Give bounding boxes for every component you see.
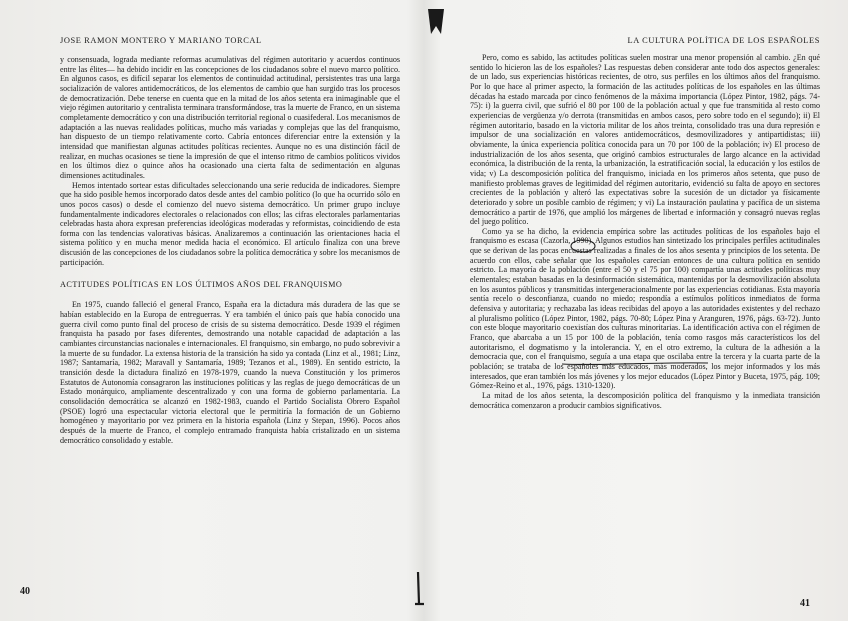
left-running-header: JOSE RAMON MONTERO Y MARIANO TORCAL (60, 36, 262, 45)
section-title: ACTITUDES POLÍTICAS EN LOS ÚLTIMOS AÑOS DEL FRANQUISMO (60, 280, 343, 290)
right-paragraph-2: Como ya se ha dicho, la evidencia empírica sobre las actitudes políticas de los españoles bajo el franquismo es escasa (Cazorla, 1990). Algunos estudios han sintetizado los principales perfiles actitudinales que se derivan de las pocas encuestas realizadas a finales de los años sesenta y principios de los setenta. De acuerdo con ellos, cabe señalar que los españoles carecían entonces de una cultura política en sentido estricto. La mayoría de la población (entre el 50 y el 75 por 100) compartía unas actitudes políticas muy elementales; estaban basadas en la desinformación sistemática, mantenidas por la desmovilización absoluta en los asuntos públicos y transmitidas intergeneracionalmente por las experiencias cotidianas. Esta mayoría sentía recelo o desconfianza, cuando no miedo; respondía a estímulos políticos inmediatos de forma defensiva y autoritaria; y rechazaba las ideas recibidas del apoyo a las autoridades existentes y del rechazo al pluralismo político (López Pintor, 1982, págs. 70-80; López Pina y Aranguren, 1976, págs. 63-72). Junto con este bloque mayoritario coexistían dos culturas minoritarias. La identificación activa con el régimen de Franco, que abarcaba a un 15 por 100 de la población, tenía como rasgos más característicos los del autoritarismo, el dogmatismo y la intolerancia. Y, en el otro extremo, la cultura de la adhesión a la democracia que, con el franquismo, seguía a una etapa que oscilaba entre la tercera y la cuarta parte de la población; se trataba de los españoles más educados, más moderados, los mejor informados y los más interesados, que eran también los más jóvenes y los mejor educados (López Pintor y Buceta, 1975, pág. 109; Gómez-Reino et al., 1976, págs. 1310-1320). (470, 226, 820, 391)
left-page-body (60, 55, 400, 445)
left-paragraph-2: Hemos intentado sortear estas dificultades seleccionando una serie reducida de indicadores. Siempre que ha sido posible hemos incorporado datos desde antes del cambio político (lo que ha ocurrido sólo en unos pocos casos) o desde el comienzo del nuevo sistema democrático. Un primer grupo incluye fundamentalmente indicadores electorales o relacionados con ellos; las cifras electorales parlamentarias celebradas hasta ahora expresan preferencias ideológicas moderadas y reformistas, coincidiendo de esta forma con las tendencias valorativas básicas. Analizaremos a continuación las orientaciones hacia el sistema político y en mucha menor medida hacia el económico. El artículo finaliza con una breve discusión de las concepciones de los ciudadanos sobre la política democrática y sobre los mecanismos de participación. (60, 180, 400, 267)
bookmark-shape (424, 8, 448, 38)
right-page (470, 36, 820, 602)
left-page (60, 36, 400, 602)
right-paragraph-3: La mitad de los años setenta, la descomposición política del franquismo y la inmediata transición democrática comenzaron a producir cambios significativos. (470, 390, 820, 410)
right-running-header: LA CULTURA POLÍTICA DE LOS ESPAÑOLES (627, 36, 820, 45)
right-page-number: 41 (800, 598, 810, 609)
left-page-number: 40 (20, 586, 30, 597)
left-section-paragraph-1: En 1975, cuando falleció el general Franco, España era la dictadura más duradera de las que se habían establecido en la Europa de entreguerras. Y era también el único país que había conocido una guerra civil como punto final del proceso de crisis de su sistema democrático. Desde 1939 el régimen franquista ha pasado por fases diferentes, demostrando una notable capacidad de adaptación a las cambiantes circunstancias nacionales e internacionales. El franquismo, sin embargo, no pudo sobrevivir a la muerte de su fundador. La extensa historia de la transición ha sido ya contada (Linz et al., 1981; Linz, 1987; Santamaría, 1982; Maravall y Santamaría, 1989; Tezanos et al., 1989). En sentido estricto, la transición desde la dictadura finalizó en 1978-1979, cuando la nueva Constitución y los primeros Estatutos de Autonomía consagraron las instituciones políticas y las reglas de juego democráticas de un Estado monárquico, ampliamente descentralizado y con una forma de gobierno parlamentaria. La consolidación democrática se alcanzó en 1982-1983, cuando el Partido Socialista Obrero Español (PSOE) logró una espectacular victoria electoral que le permitiría la formación de un Gobierno homogéneo y mayoritario por vez primera en la historia española (Linz y Stepan, 1996). Pocos años después de la muerte de Franco, el complejo entramado franquista había cristalizado en un sistema democrático consolidado y estable. (60, 300, 400, 445)
pencil-underline (560, 356, 710, 368)
handwritten-circle (568, 238, 598, 254)
left-paragraph-1: y consensuada, lograda mediante reformas acumulativas del régimen autoritario y acuerdos continuos entre las élites— ha debido incidir en las concepciones de los ciudadanos sobre el nuevo marco político. En algunos casos, es difícil separar los elementos de continuidad actitudinal, persistentes tras una larga socialización de valores antidemocráticos, de los elementos de cambio que han surgido tras los procesos de democratización. Debe tenerse en cuenta que en la mitad de los años setenta era inimaginable que el viejo régimen autoritario y centralista terminara transformándose, tras la muerte de Franco, en un sistema completamente democrático y con una distribución territorial regional o cuasifederal. Los mecanismos de adaptación a las nuevas realidades políticas, mucho más variadas y complejas que las del franquismo, han dispuesto de un tiempo relativamente corto. Cabría entonces diferenciar entre la extensión y la intensidad que manifiestan algunas actitudes políticas recientes. Aunque no es una distinción fácil de realizar, en muchas ocasiones se tiene la impresión de que el intenso ritmo de cambios políticos vividos en los últimos diez o quince años ha ocasionado una cierta falta de sedimentación en algunas dimensiones actitudinales. (60, 55, 400, 180)
right-paragraph-1: Pero, como es sabido, las actitudes políticas suelen mostrar una menor propensión al cambio. ¿En qué sentido lo hicieron las de los españoles? Las respuestas deben considerar ante todo dos aspectos generales: de un lado, sus experiencias históricas recientes, de otro, sus perfiles en los últimos años del franquismo. Por lo que hace al primer aspecto, la formación de las actitudes políticas de los españoles en las últimas décadas ha estado marcada por cinco fenómenos de la máxima importancia (López Pintor, 1982, págs. 74-75): i) la guerra civil, que sufrió el 80 por 100 de la población actual y que fue transmitida al resto como experiencias de vergüenza y/o derrota (transmitidas en ambos casos, pero sobre todo en el segundo); ii) El régimen autoritario, basado en la victoria militar de los años treinta, consolidado tras una dura represión e impulsor de una socialización en valores antidemocráticos, desmovilizadores y antipartidistas; iii) obviamente, la única experiencia política conocida para un 70 por 100 de la población; iv) El proceso de industrialización de los años sesenta, que originó cambios estructurales de largo alcance en la actividad económica, la distribución de la renta, la urbanización, la estratificación social, la educación y los estilos de vida; v) La descomposición política del franquismo, iniciada en los primeros años setenta, que puso de manifiesto problemas graves de legitimidad del régimen autoritario, evidenció su falta de apoyo en sectores crecientes de la población y alteró las expectativas sobre la sucesión de un dictador ya físicamente deteriorado y sobre un posible cambio de régimen; y vi) La instauración paulatina y pacífica de un sistema democrático a partir de 1976, que amplió los márgenes de libertad e información y consagró nuevas reglas del juego político. (470, 53, 820, 227)
bottom-ink-mark (410, 568, 440, 608)
